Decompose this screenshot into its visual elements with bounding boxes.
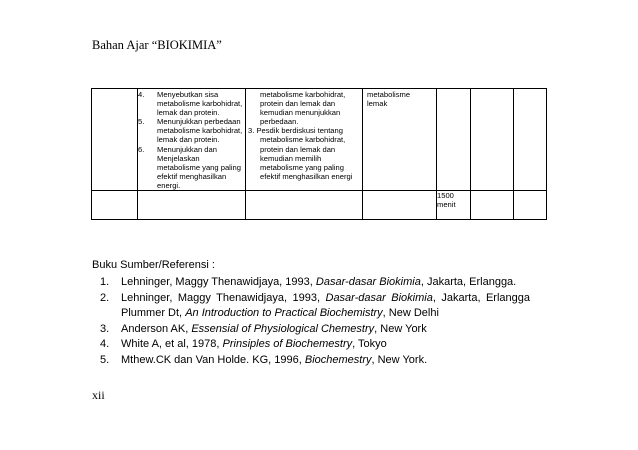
reference-number: 4. bbox=[100, 338, 110, 350]
reference-publisher: , Jakarta, Erlangga Plummer Dt, bbox=[121, 291, 530, 319]
material-text: metabolisme lemak bbox=[367, 90, 411, 109]
material-cell bbox=[363, 89, 437, 191]
document-header: Bahan Ajar “BIOKIMIA” bbox=[92, 38, 222, 52]
lesson-plan-table bbox=[91, 88, 547, 220]
reference-author: Anderson AK, bbox=[121, 322, 192, 335]
reference-book-title: Dasar-dasar Biokimia bbox=[315, 276, 421, 288]
table-row bbox=[92, 191, 547, 220]
reference-item bbox=[100, 322, 530, 338]
reference-text bbox=[121, 275, 530, 291]
activity-text: metabolisme karbohidrat, protein dan lemak dan kemudian memilih metabolisme yang paling efektif menghasilkan energi bbox=[260, 135, 353, 181]
reference-publisher: , Tokyo bbox=[352, 338, 387, 350]
page-number: xii bbox=[92, 388, 105, 402]
reference-book-title: Dasar-dasar Biokimia bbox=[325, 291, 433, 304]
list-item bbox=[138, 90, 245, 117]
reference-item bbox=[100, 291, 530, 322]
list-item bbox=[138, 145, 245, 190]
duration-cell: 1500 menit bbox=[437, 191, 471, 220]
list-number: 5. bbox=[138, 117, 145, 127]
reference-book-title: Biochemestry bbox=[304, 353, 372, 366]
table-cell-empty bbox=[138, 191, 246, 220]
list-text: Menunjukkan perbedaan metabolisme karbohidrat, lemak dan protein. bbox=[157, 117, 243, 145]
table-cell-empty bbox=[363, 191, 437, 220]
reference-text bbox=[121, 291, 530, 322]
table-cell-empty bbox=[514, 89, 547, 191]
activity-lead: 3. Pesdik berdiskusi tentang bbox=[248, 126, 343, 136]
reference-text bbox=[121, 353, 530, 369]
references-list bbox=[100, 275, 530, 368]
references-title: Buku Sumber/Referensi : bbox=[92, 259, 215, 271]
reference-publisher: , New York. bbox=[371, 353, 428, 366]
objectives-list bbox=[138, 90, 245, 190]
reference-book-title: An Introduction to Practical Biochemistry bbox=[185, 307, 383, 319]
reference-author: Lehninger, Maggy Thenawidjaya, 1993, bbox=[121, 276, 316, 288]
table-cell-empty bbox=[246, 191, 363, 220]
list-number: 4. bbox=[138, 90, 145, 99]
reference-publisher: , New Delhi bbox=[382, 307, 439, 319]
list-text: Menyebutkan sisa metabolisme karbohidrat, lemak dan protein. bbox=[157, 90, 243, 118]
reference-author: Mthew.CK dan Van Holde. KG, 1996, bbox=[121, 353, 305, 366]
table-cell-empty bbox=[514, 191, 547, 220]
reference-number: 1. bbox=[100, 276, 110, 288]
reference-number: 3. bbox=[100, 322, 110, 335]
reference-number: 5. bbox=[100, 353, 110, 366]
table-cell-empty bbox=[471, 89, 514, 191]
reference-text bbox=[121, 337, 530, 353]
reference-publisher: , New York bbox=[374, 322, 427, 335]
reference-text bbox=[121, 322, 530, 338]
reference-number: 2. bbox=[100, 291, 110, 304]
table-cell-empty bbox=[92, 191, 138, 220]
objectives-cell bbox=[138, 89, 246, 191]
activities-cell bbox=[246, 89, 363, 191]
reference-author: White A, et al, 1978, bbox=[121, 338, 223, 350]
reference-author: Lehninger, Maggy Thenawidjaya, 1993, bbox=[121, 291, 326, 304]
list-number: 6. bbox=[138, 144, 145, 154]
reference-publisher: , Jakarta, Erlangga. bbox=[420, 276, 517, 288]
reference-book-title: Prinsiples of Biochemestry bbox=[222, 338, 353, 350]
reference-book-title: Essensial of Physiological Chemestry bbox=[191, 322, 375, 335]
list-item bbox=[138, 117, 245, 144]
table-row bbox=[92, 89, 547, 191]
table-cell-empty bbox=[92, 89, 138, 191]
reference-item bbox=[100, 353, 530, 369]
table-cell-empty bbox=[437, 89, 471, 191]
list-text: Menunjukkan dan Menjelaskan metabolisme yang paling efektif menghasilkan energi. bbox=[157, 144, 242, 190]
table-cell-empty bbox=[471, 191, 514, 220]
activity-text: metabolisme karbohidrat, protein dan lemak dan kemudian menunjukkan perbedaan. bbox=[260, 90, 346, 127]
reference-item bbox=[100, 275, 530, 291]
reference-item bbox=[100, 337, 530, 353]
